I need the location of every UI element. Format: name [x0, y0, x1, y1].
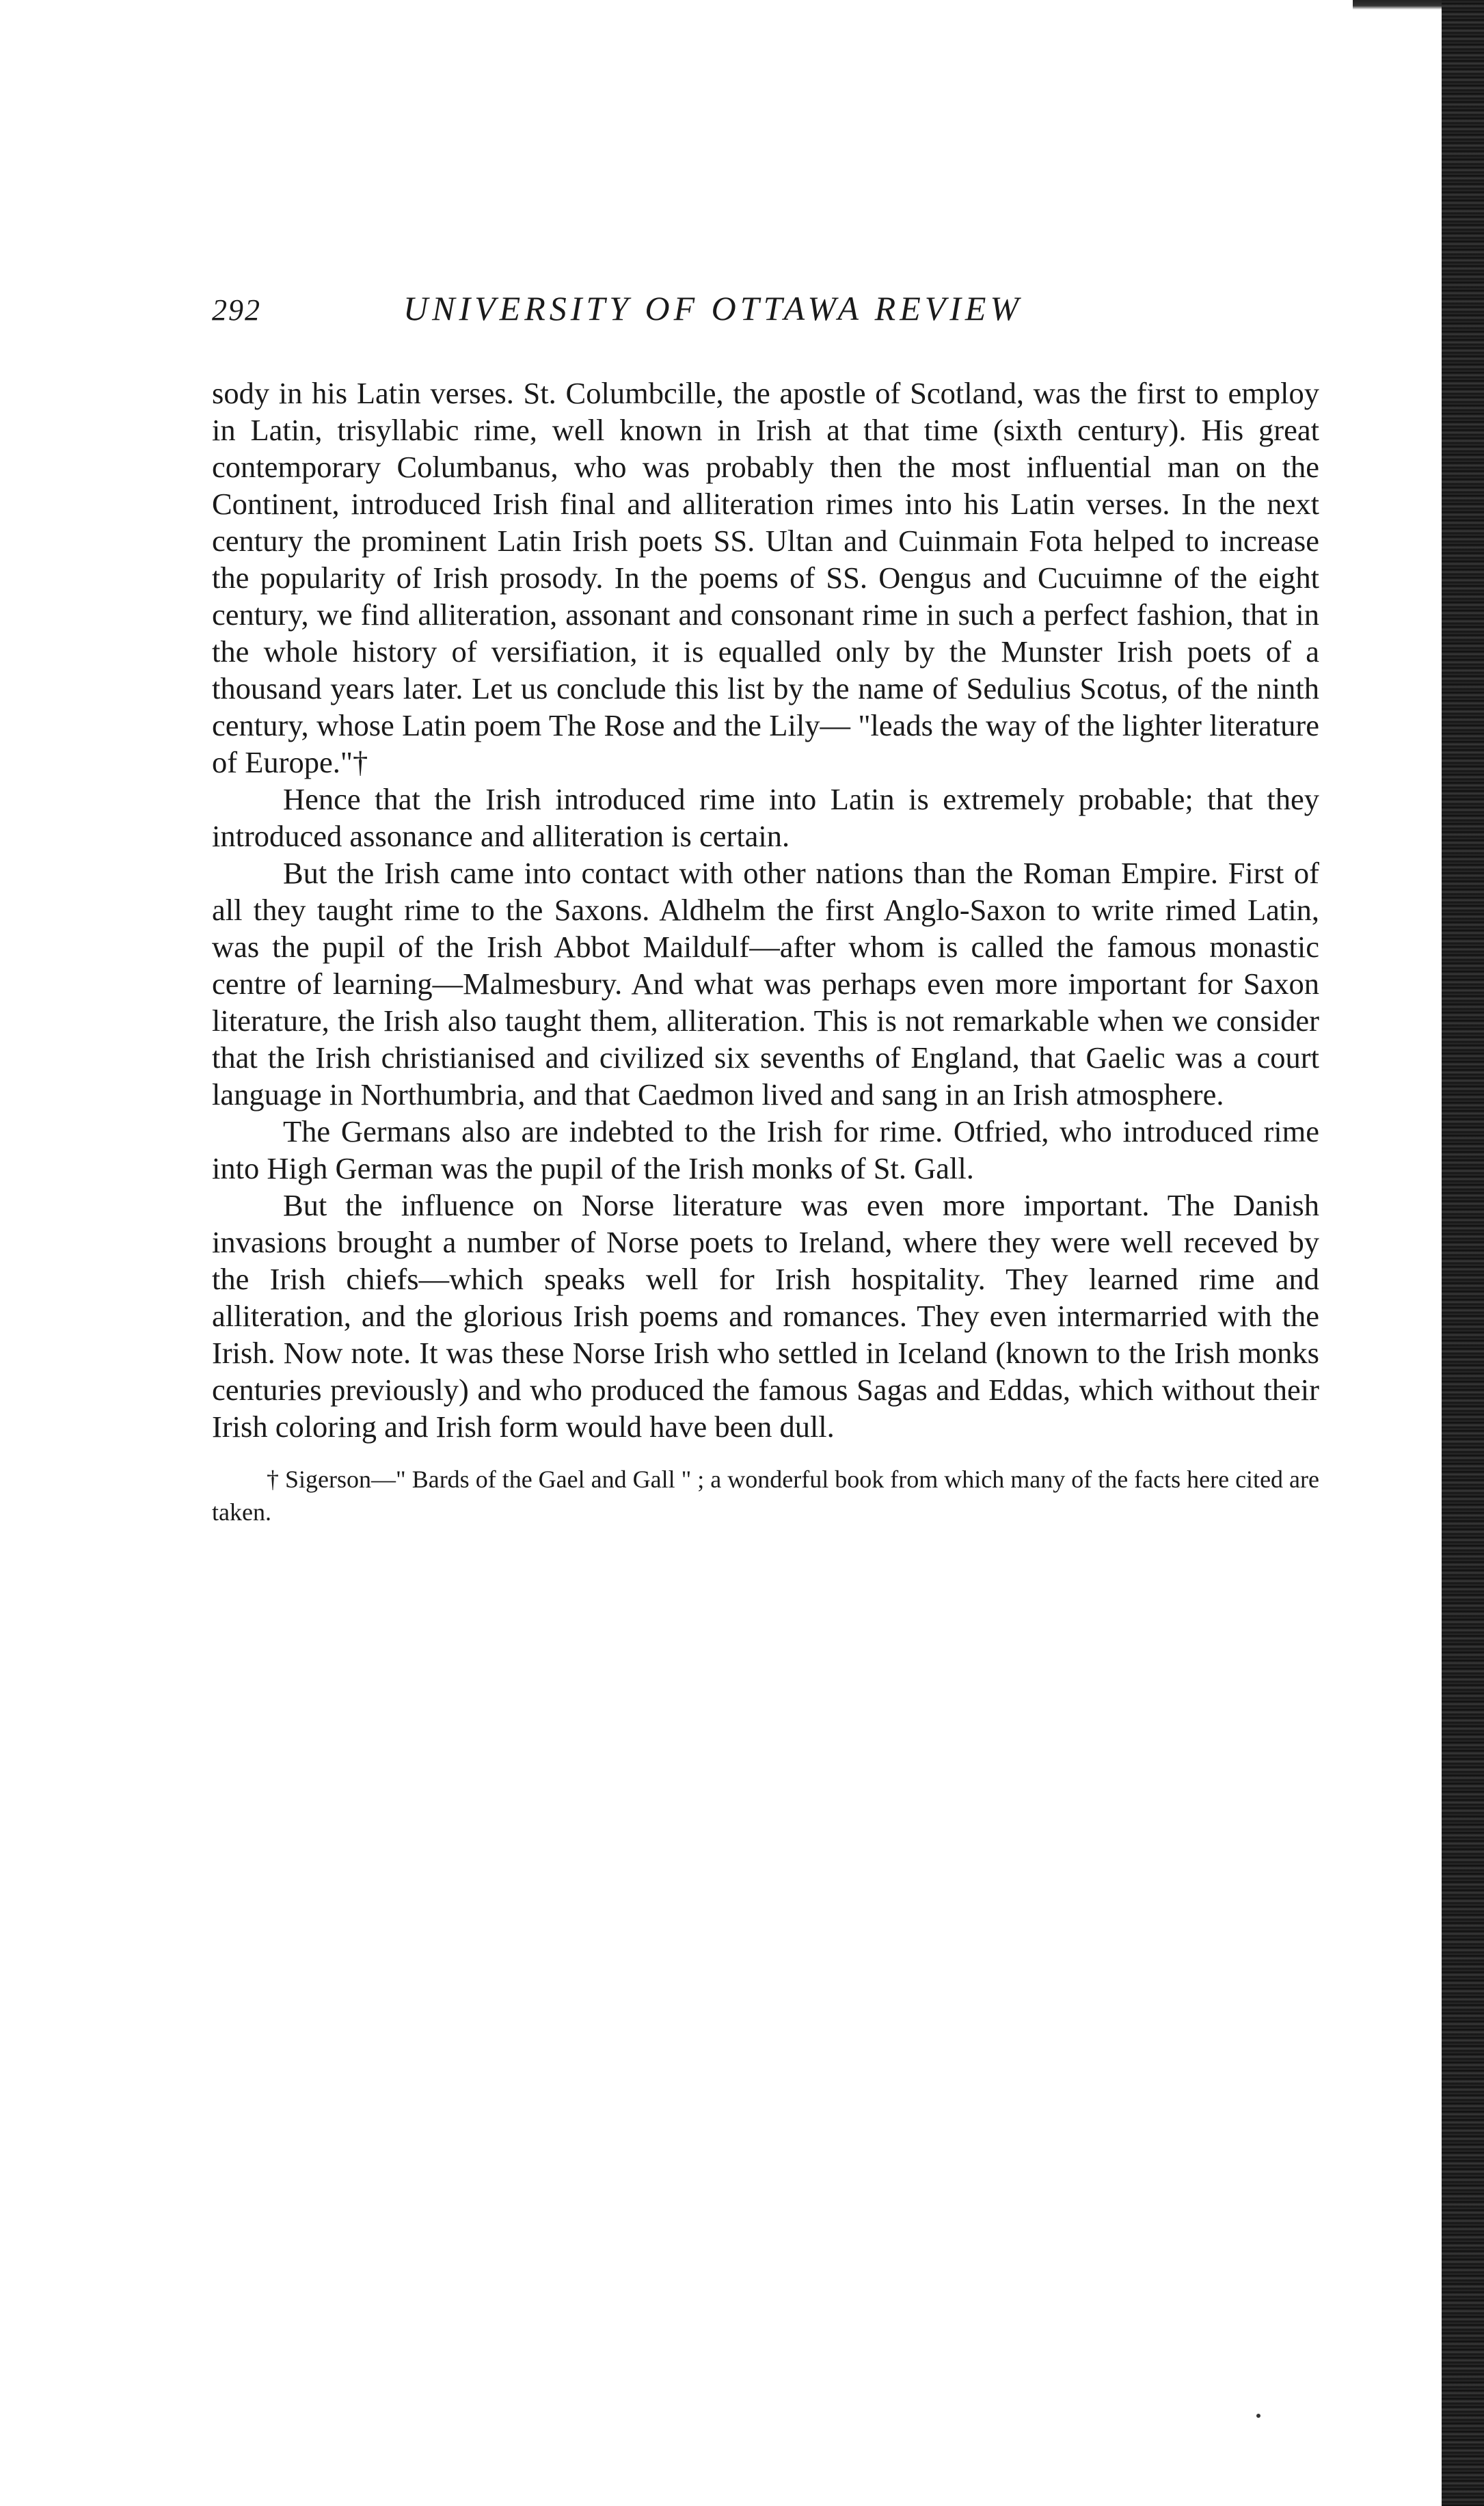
running-head: [212, 287, 1319, 349]
scan-edge-shadow: [1442, 0, 1484, 2506]
paragraph-3: But the Irish came into contact with other nations than the Roman Empire. First of all they taught rime to the Saxons. Aldhelm the first Anglo-Saxon to write rimed Latin, was the pupil of the Irish Abbot Maildulf—after whom is called the famous monastic centre of learning—Malmesbury. And what was perhaps even more important for Saxon literature, the Irish also taught them, alliteration. This is not remarkable when we consider that the Irish christianised and civilized six sevenths of England, that Gaelic was a court language in Northumbria, and that Caedmon lived and sang in an Irish atmosphere.: [212, 856, 1319, 1111]
journal-title: UNIVERSITY OF OTTAWA REVIEW: [403, 289, 1023, 327]
paragraph-2: Hence that the Irish introduced rime into Latin is extremely probable; that they introduced assonance and alliteration is certain.: [212, 782, 1319, 853]
ink-speck: [1256, 2414, 1260, 2418]
footnote: † Sigerson—" Bards of the Gael and Gall " ; a wonderful book from which many of the facts here cited are taken.: [212, 1466, 1319, 1526]
page-number: 292: [212, 293, 261, 327]
body-text: [212, 375, 1319, 1445]
scan-edge-top-shadow: [1353, 0, 1442, 10]
paragraph-5: But the influence on Norse literature was even more important. The Danish invasions brought a number of Norse poets to Ireland, where they were well receved by the Irish chiefs—which speaks well for Irish hospitality. They learned rime and alliteration, and the glorious Irish poems and romances. They even intermarried with the Irish. Now note. It was these Norse Irish who settled in Iceland (known to the Irish monks centuries previously) and who produced the famous Sagas and Eddas, which without their Irish coloring and Irish form would have been dull.: [212, 1188, 1319, 1444]
book-page: [212, 287, 1319, 1528]
paragraph-4: The Germans also are indebted to the Irish for rime. Otfried, who introduced rime into High German was the pupil of the Irish monks of St. Gall.: [212, 1114, 1319, 1185]
paragraph-1: sody in his Latin verses. St. Columbcille, the apostle of Scotland, was the first to employ in Latin, trisyllabic rime, well known in Irish at that time (sixth century). His great contemporary Columbanus, who was probably then the most influential man on the Continent, introduced Irish final and alliteration rimes into his Latin verses. In the next century the prominent Latin Irish poets SS. Ultan and Cuinmain Fota helped to increase the popularity of Irish prosody. In the poems of SS. Oengus and Cucuimne of the eight century, we find alliteration, assonant and consonant rime in such a perfect fashion, that in the whole history of versifiation, it is equalled only by the Munster Irish poets of a thousand years later. Let us conclude this list by the name of Sedulius Scotus, of the ninth century, whose Latin poem The Rose and the Lily— "leads the way of the lighter literature of Europe."†: [212, 376, 1319, 779]
